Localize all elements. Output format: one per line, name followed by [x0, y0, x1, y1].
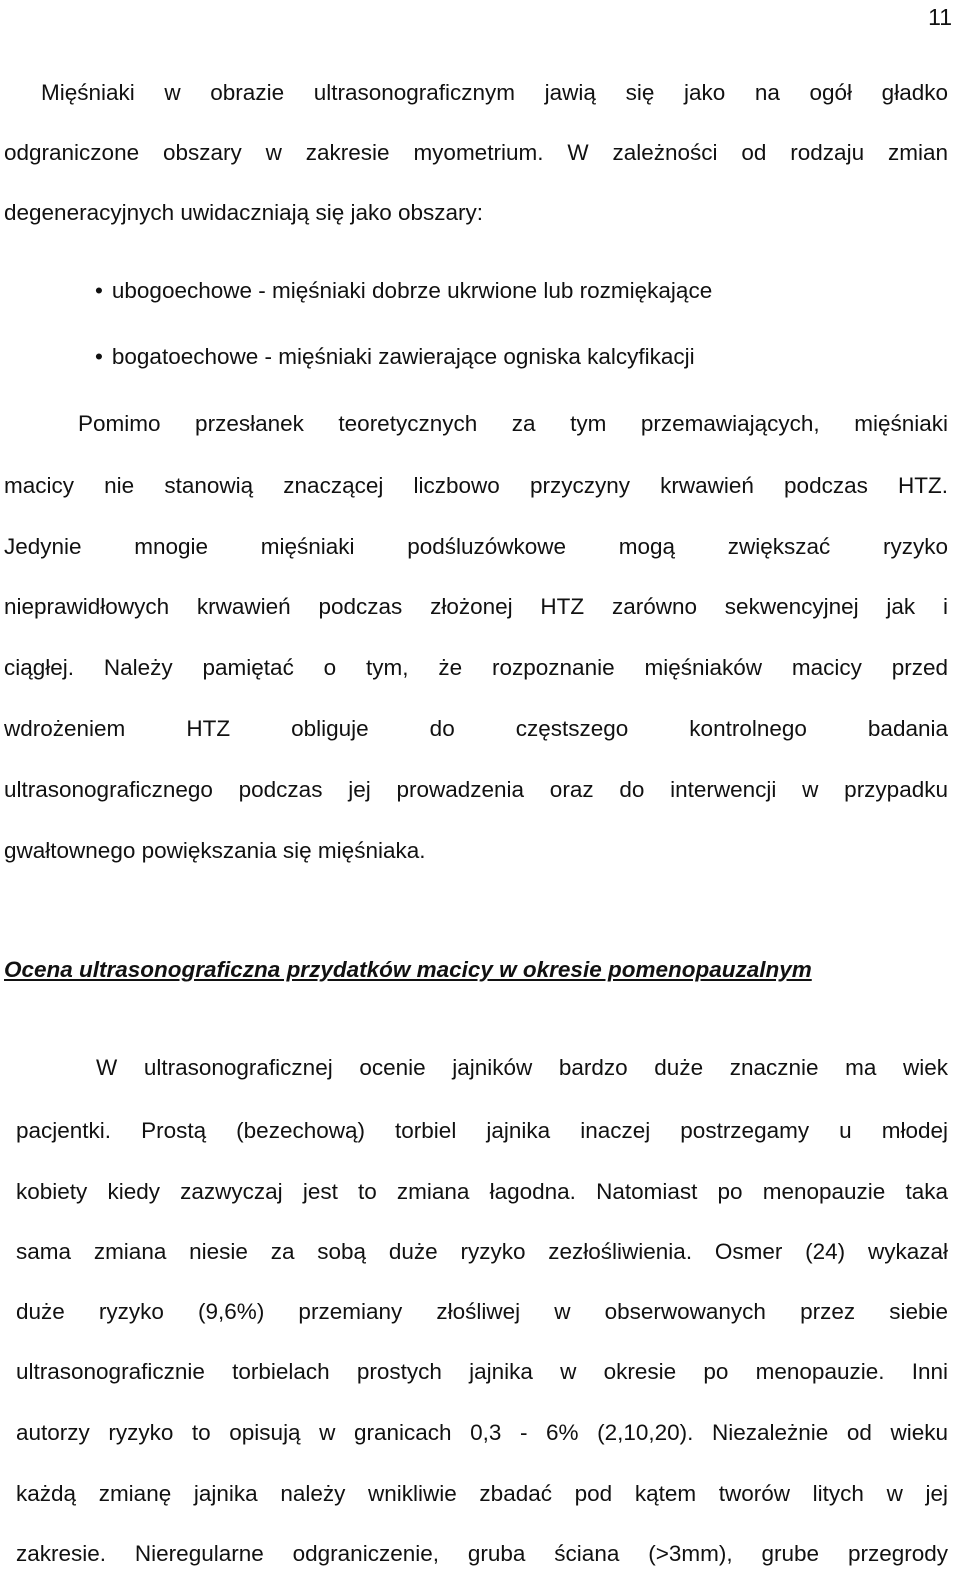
section-heading: Ocena ultrasonograficzna przydatków macicy w okresie pomenopauzalnym: [4, 957, 812, 982]
paragraph-line: pacjentki. Prostą (bezechową) torbiel jajnika inaczej postrzegamy u młodej: [16, 1118, 948, 1143]
paragraph-line: sama zmiana niesie za sobą duże ryzyko zezłośliwienia. Osmer (24) wykazał: [16, 1239, 948, 1264]
paragraph-line: W ultrasonograficznej ocenie jajników bardzo duże znacznie ma wiek: [96, 1055, 948, 1080]
paragraph-line: Jedynie mnogie mięśniaki podśluzówkowe mogą zwiększać ryzyko: [4, 534, 948, 559]
paragraph-line: każdą zmianę jajnika należy wnikliwie zbadać pod kątem tworów litych w jej: [16, 1481, 948, 1506]
paragraph-line: Pomimo przesłanek teoretycznych za tym przemawiających, mięśniaki: [78, 411, 948, 436]
bullet-item: [95, 342, 695, 372]
paragraph-line: zakresie. Nieregularne odgraniczenie, gruba ściana (>3mm), grube przegrody: [16, 1541, 948, 1566]
paragraph-line: degeneracyjnych uwidaczniają się jako obszary:: [4, 200, 484, 225]
paragraph-line: wdrożeniem HTZ obliguje do częstszego kontrolnego badania: [4, 716, 948, 741]
paragraph-line: ultrasonograficznego podczas jej prowadzenia oraz do interwencji w przypadku: [4, 777, 948, 802]
paragraph-line: macicy nie stanowią znaczącej liczbowo przyczyny krwawień podczas HTZ.: [4, 473, 948, 498]
paragraph-line: gwałtownego powiększania się mięśniaka.: [4, 838, 426, 863]
paragraph-line: ultrasonograficznie torbielach prostych jajnika w okresie po menopauzie. Inni: [16, 1359, 948, 1384]
paragraph-line: autorzy ryzyko to opisują w granicach 0,3 - 6% (2,10,20). Niezależnie od wieku: [16, 1420, 948, 1445]
paragraph-line: nieprawidłowych krwawień podczas złożonej HTZ zarówno sekwencyjnej jak i: [4, 594, 948, 619]
bullet-text: ubogoechowe - mięśniaki dobrze ukrwione lub rozmiękające: [111, 278, 713, 303]
paragraph-line: Mięśniaki w obrazie ultrasonograficznym jawią się jako na ogół gładko: [41, 80, 948, 105]
bullet-icon: •: [95, 278, 103, 303]
paragraph-line: kobiety kiedy zazwyczaj jest to zmiana łagodna. Natomiast po menopauzie taka: [16, 1179, 948, 1204]
bullet-text: bogatoechowe - mięśniaki zawierające ogniska kalcyfikacji: [111, 344, 695, 369]
paragraph-line: duże ryzyko (9,6%) przemiany złośliwej w obserwowanych przez siebie: [16, 1299, 948, 1324]
page-number: 11: [928, 4, 952, 30]
paragraph-line: ciągłej. Należy pamiętać o tym, że rozpoznanie mięśniaków macicy przed: [4, 655, 948, 680]
paragraph-line: odgraniczone obszary w zakresie myometrium. W zależności od rodzaju zmian: [4, 140, 948, 165]
bullet-icon: •: [95, 344, 103, 369]
bullet-item: [95, 276, 712, 306]
